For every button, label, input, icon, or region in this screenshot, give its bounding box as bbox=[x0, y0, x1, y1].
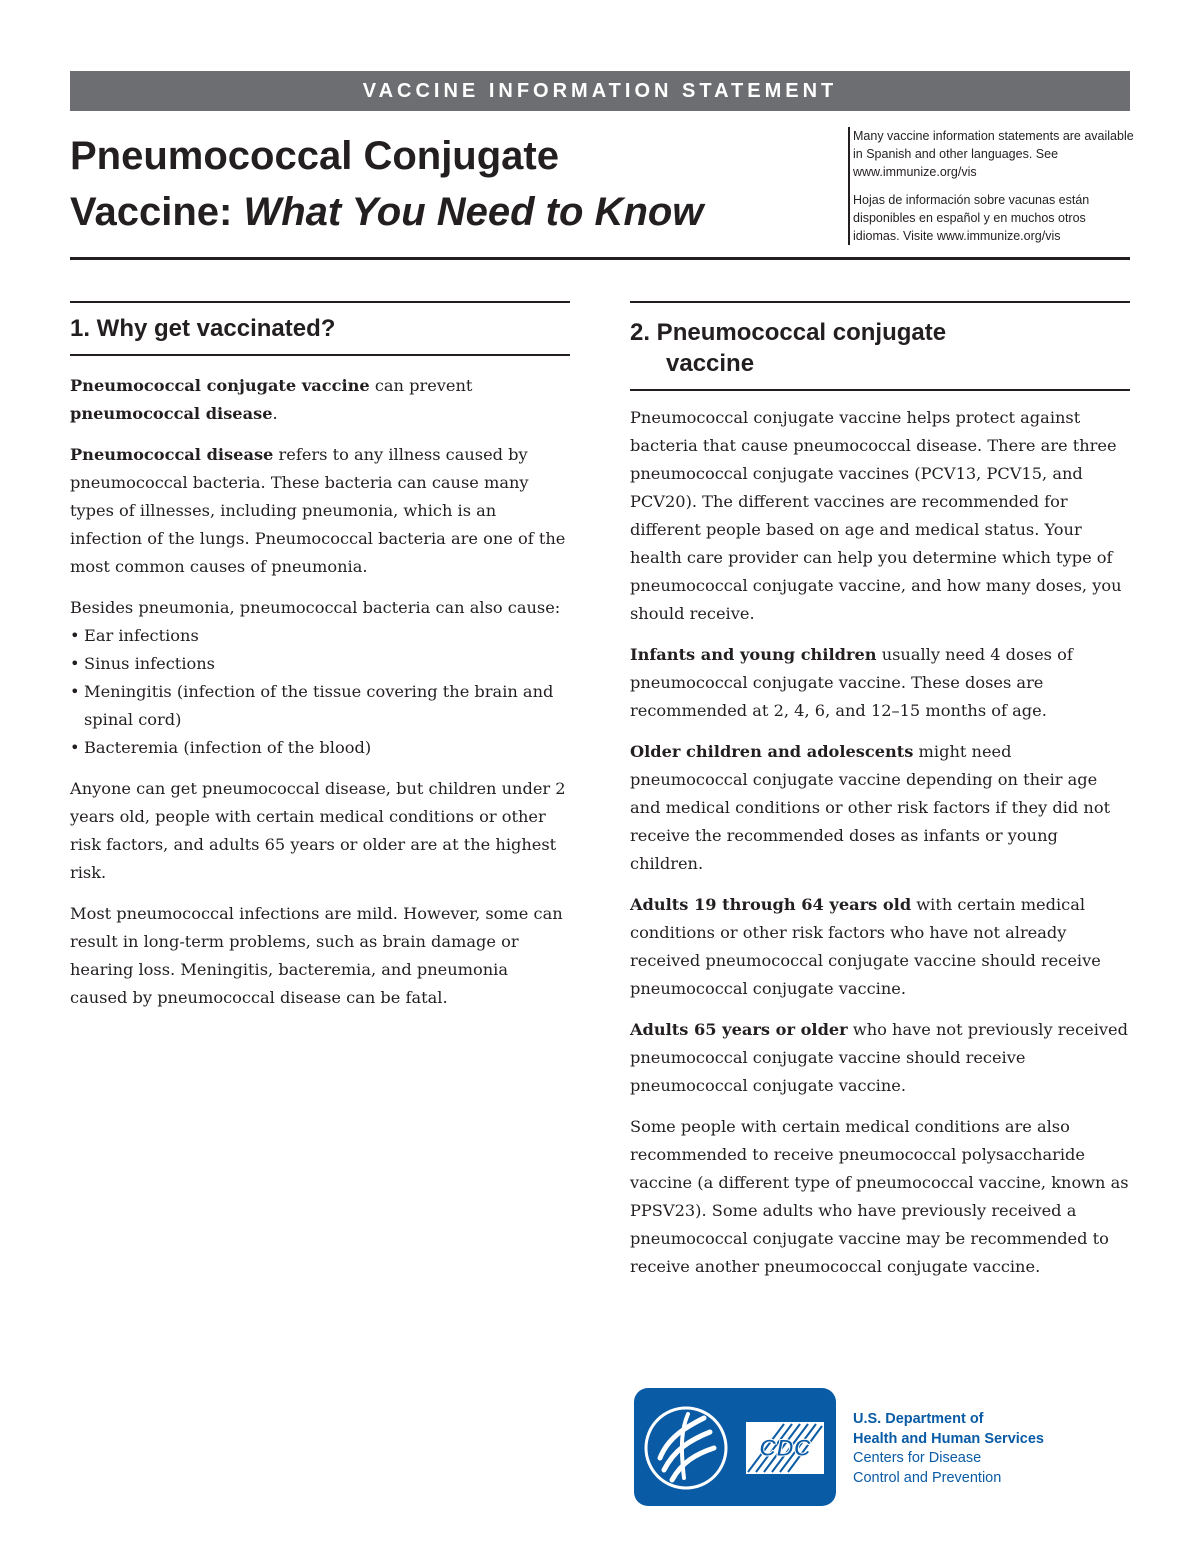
text: . bbox=[272, 404, 278, 423]
title-line-2-italic: What You Need to Know bbox=[243, 190, 704, 234]
bold-term: Adults 65 years or older bbox=[630, 1020, 848, 1039]
text: can prevent bbox=[369, 376, 473, 395]
bold-term: Infants and young children bbox=[630, 645, 877, 664]
list-item: • Meningitis (infection of the tissue covering the brain and spinal cord) bbox=[70, 678, 570, 734]
text: might need pneumococcal conjugate vaccine depending on their age and medical conditions or other risk factors if they did not receive the recommended doses as infants or young children. bbox=[630, 742, 1111, 873]
section-1-heading: 1. Why get vaccinated? bbox=[70, 301, 570, 356]
cdc-logo-text: CDC bbox=[759, 1435, 811, 1462]
hhs-cdc-logo-graphic bbox=[634, 1388, 836, 1506]
text: refers to any illness caused by pneumococcal bacteria. These bacteria can cause many types of illnesses, including pneumonia, which is an infection of the lungs. Pneumococcal bacteria are one of the most common causes of pneumonia. bbox=[70, 445, 566, 576]
list-item: • Sinus infections bbox=[70, 650, 570, 678]
paragraph bbox=[70, 372, 570, 428]
page-title bbox=[70, 128, 840, 240]
agency-line: Health and Human Services bbox=[853, 1430, 1044, 1447]
text: with certain medical conditions or other risk factors who have not already received pneumococcal conjugate vaccine should receive pneumococcal conjugate vaccine. bbox=[630, 895, 1101, 998]
list-item: • Ear infections bbox=[70, 622, 570, 650]
paragraph bbox=[630, 891, 1130, 1003]
list-item: • Bacteremia (infection of the blood) bbox=[70, 734, 570, 762]
language-note-spanish: Hojas de información sobre vacunas están disponibles en español y en muchos otros idiomas. Visite www.immunize.org/vis bbox=[853, 193, 1090, 243]
section-2-body bbox=[630, 404, 1130, 1281]
paragraph bbox=[630, 738, 1130, 878]
title-line-1: Pneumococcal Conjugate bbox=[70, 134, 559, 178]
text: who have not previously received pneumococcal conjugate vaccine should receive pneumococcal conjugate vaccine. bbox=[630, 1020, 1128, 1095]
language-note-english: Many vaccine information statements are available in Spanish and other languages. See www.immunize.org/vis bbox=[853, 129, 1134, 179]
paragraph: Anyone can get pneumococcal disease, but children under 2 years old, people with certain medical conditions or other risk factors, and adults 65 years or older are at the highest risk. bbox=[70, 779, 566, 882]
paragraph bbox=[630, 1016, 1130, 1100]
bold-term: Adults 19 through 64 years old bbox=[630, 895, 912, 914]
paragraph: Some people with certain medical conditions are also recommended to receive pneumococcal polysaccharide vaccine (a different type of pneumococcal vaccine, known as PPSV23). Some adults who have previously received a pneumococcal conjugate vaccine may be recommended to receive another pneumococcal conjugate vaccine. bbox=[630, 1117, 1129, 1276]
paragraph bbox=[630, 641, 1130, 725]
title-line-2-plain: Vaccine: bbox=[70, 190, 244, 234]
text: usually need 4 doses of pneumococcal conjugate vaccine. These doses are recommended at 2, 4, 6, and 12–15 months of age. bbox=[630, 645, 1073, 720]
document-type-banner: VACCINE INFORMATION STATEMENT bbox=[70, 71, 1130, 111]
section-pneumococcal-conjugate-vaccine bbox=[630, 301, 1130, 1294]
hhs-cdc-logo bbox=[634, 1388, 836, 1506]
bold-term: Pneumococcal conjugate vaccine bbox=[70, 376, 370, 395]
title-line-2 bbox=[70, 184, 840, 240]
paragraph: Most pneumococcal infections are mild. However, some can result in long-term problems, such as brain damage or hearing loss. Meningitis, bacteremia, and pneumonia caused by pneumococcal disease can be fatal. bbox=[70, 904, 563, 1007]
hhs-eagle-icon bbox=[646, 1408, 726, 1488]
heading-line-1: 2. Pneumococcal conjugate bbox=[630, 319, 947, 346]
bold-term: pneumococcal disease bbox=[70, 404, 273, 423]
paragraph bbox=[70, 441, 570, 581]
header-divider bbox=[70, 257, 1130, 260]
section-1-body bbox=[70, 372, 570, 1012]
bold-term: Older children and adolescents bbox=[630, 742, 914, 761]
paragraph: Besides pneumonia, pneumococcal bacteria can also cause: bbox=[70, 598, 561, 617]
complications-list bbox=[70, 622, 570, 762]
section-why-get-vaccinated bbox=[70, 301, 570, 1025]
agency-line: Control and Prevention bbox=[853, 1469, 1002, 1486]
heading-line-2: vaccine bbox=[666, 350, 755, 377]
agency-name bbox=[853, 1410, 1044, 1488]
paragraph: Pneumococcal conjugate vaccine helps protect against bacteria that cause pneumococcal disease. There are three pneumococcal conjugate vaccines (PCV13, PCV15, and PCV20). The different vaccines are recommended for different people based on age and medical status. Your health care provider can help you determine which type of pneumococcal conjugate vaccine, and how many doses, you should receive. bbox=[630, 408, 1122, 623]
agency-line: Centers for Disease bbox=[853, 1450, 982, 1466]
agency-line: U.S. Department of bbox=[853, 1411, 984, 1427]
section-2-heading bbox=[630, 301, 1130, 391]
bold-term: Pneumococcal disease bbox=[70, 445, 274, 464]
language-availability-note bbox=[848, 127, 1135, 245]
